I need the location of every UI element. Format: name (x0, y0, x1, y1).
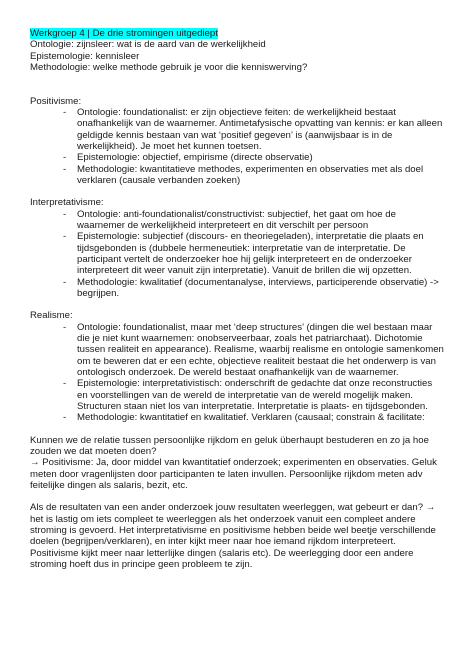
section-heading: Realisme: (30, 310, 73, 322)
section-heading: Interpretativisme: (30, 197, 104, 209)
document-header (30, 28, 444, 73)
list-item: - Methodologie: kwalitatief (documentanalyse, interviews, participerende observatie) -> begrijpen. (77, 277, 444, 300)
section-positivisme (30, 96, 444, 186)
spacer (30, 423, 444, 434)
document-title: Werkgroep 4 | De drie stromingen uitgediept (30, 28, 218, 39)
closing-paragraph: Als de resultaten van een ander onderzoek jouw resultaten weerleggen, wat gebeurt er dan? → het is lastig om iets compleet te weerleggen als het onderzoek vanuit een compleet andere stroming is gevoerd. Het interpretativisme en positivisme hebben beide wel beetje verschillende doelen (begrijpen/verklaren), en inter kijkt meer naar hoe iemand rijkdom interpreteert. Positivisme kijkt meer naar letterlijke dingen (salaris etc). De weerlegging door een andere stroming hoeft dus in principe geen probleem te zijn. (30, 502, 436, 570)
spacer (30, 299, 444, 310)
question-text: Kunnen we de relatie tussen persoonlijke rijkdom en geluk überhaupt bestuderen en zo ja hoe zouden we dat moeten doen? (30, 434, 429, 457)
list-item: - Methodologie: kwantitatief en kwalitatief. Verklaren (causaal; constrain & facilitate: (77, 412, 444, 423)
list-item: - Ontologie: anti-foundationalist/constructivist: subjectief, het gaat om hoe de waarnemer de werkelijkheid interpreteert en dit verschilt per persoon (77, 209, 444, 232)
list-item: - Epistemologie: objectief, empirisme (directe observatie) (77, 152, 444, 163)
question-block (30, 435, 444, 491)
list-item: - Ontologie: foundationalist: er zijn objectieve feiten: de werkelijkheid bestaat onafhankelijk van de waarnemer. Antimetafysische opvatting van kennis: er kan alleen geldigde kennis bestaan van wat ‘positief gegeven’ is (aanwijsbaar is in de werkelijkheid). Je moet het kunnen toetsen. (77, 107, 444, 152)
list-item: - Methodologie: kwantitatieve methodes, experimenten en observaties met als doel verklaren (causale verbanden zoeken) (77, 164, 444, 187)
spacer (30, 491, 444, 502)
answer-text: → Positivisme: Ja, door middel van kwantitatief onderzoek; experimenten en observaties. Geluk meten door vragenlijsten door participanten te laten invullen. Persoonlijke rijkdom meten adv feitelijke dingen als salaris, bezit, etc. (30, 457, 437, 491)
list-item: - Epistemologie: subjectief (discours- en theoriegeladen), interpretatie die plaats en tijdsgebonden is (dubbele hermeneutiek: interpretatie van de interpretatie. De participant vertelt de onderzoeker hoe hij gelijk interpreteert en de onderzoeker interpreteert dit weer vanuit zijn interpretatie). Vanuit de brillen die wij opzetten. (77, 231, 444, 276)
bullet-list (30, 107, 444, 186)
definition-epistemologie: Epistemologie: kennisleer (30, 50, 140, 62)
spacer (30, 73, 444, 96)
bullet-list (30, 209, 444, 299)
list-item: - Epistemologie: interpretativistisch: onderschrift de gedachte dat onze reconstructies en voorstellingen van de wereld de interpretatie van de wereld mogelijk maken. Structuren staan niet los van interpretatie. Interpretatie is plaats- en tijdsgebonden. (77, 378, 444, 412)
section-realisme (30, 310, 444, 423)
section-heading: Positivisme: (30, 95, 82, 107)
definition-ontologie: Ontologie: zijnsleer: wat is de aard van de werkelijkheid (30, 39, 266, 51)
section-interpretativisme (30, 197, 444, 299)
spacer (30, 186, 444, 197)
list-item: - Ontologie: foundationalist, maar met ‘deep structures’ (dingen die wel bestaan maar die je niet kunt waarnemen: onobserveerbaar, zoals het patriarchaat). Dichotomie tussen realiteit en appearance). Realisme, waarbij realisme en ontologie samenkomen om te beweren dat er een echte, objectieve realiteit bestaat die het onderwerp is van ontologisch onderzoek. De wereld bestaat onafhankelijk van de waarnemer. (77, 322, 444, 378)
bullet-list (30, 322, 444, 424)
definition-methodologie: Methodologie: welke methode gebruik je voor die kenniswerving? (30, 61, 308, 73)
